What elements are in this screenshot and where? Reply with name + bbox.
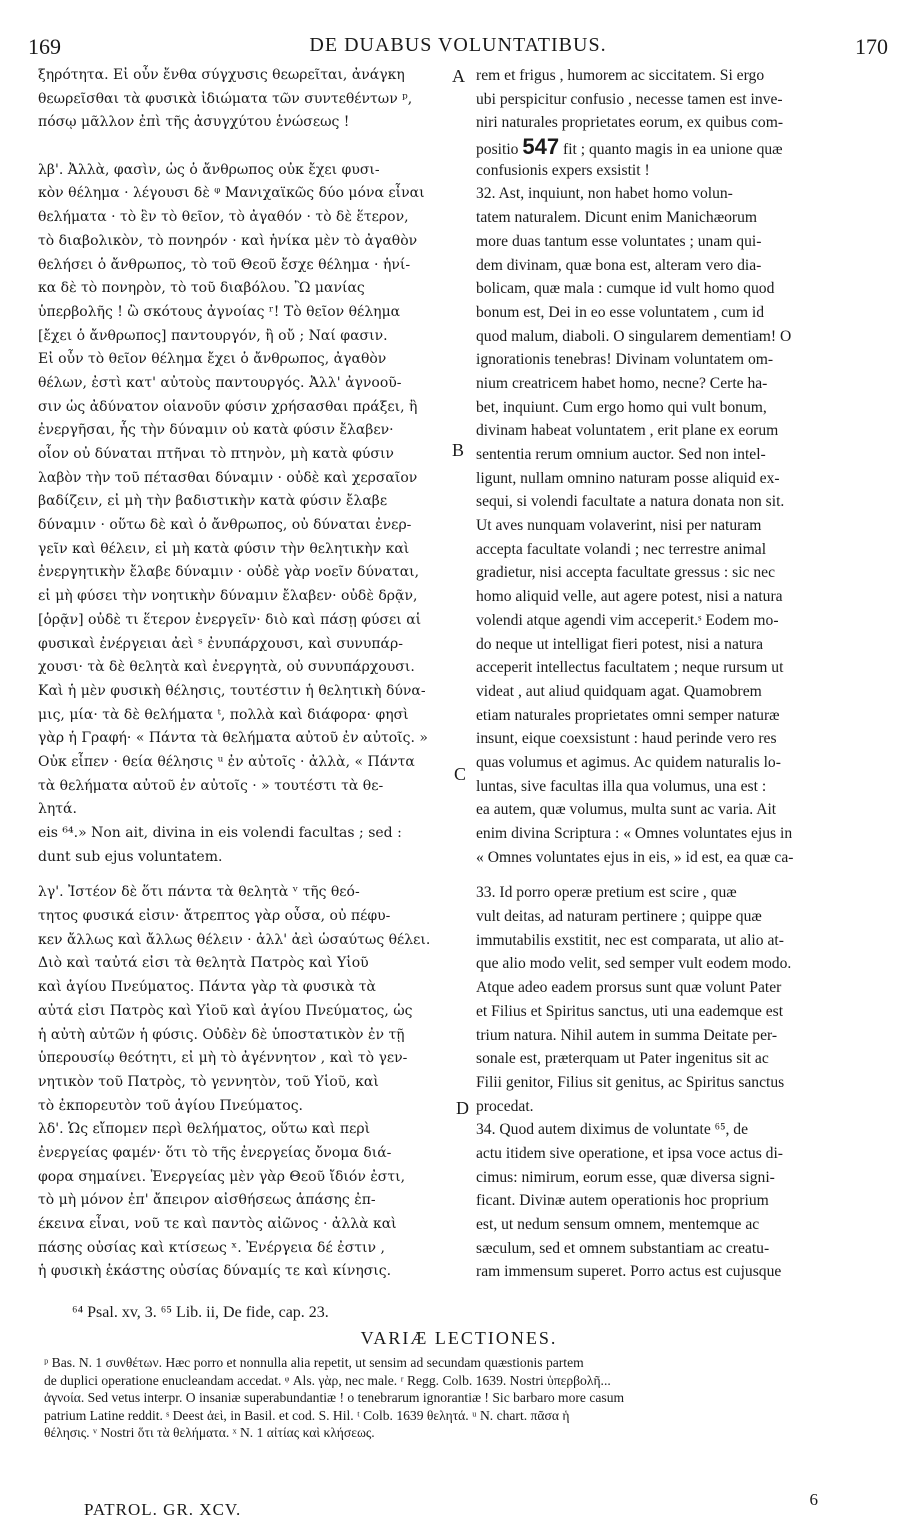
latin-text: positio xyxy=(476,141,519,159)
greek-line: θελήσει ὁ ἄνθρωπος, τὸ τοῦ Θεοῦ ἔσχε θέλημα · ἡνί- xyxy=(38,256,411,273)
greek-line: καὶ ἁγίου Πνεύματος. Πάντα γὰρ τὰ φυσικὰ τὰ xyxy=(38,979,376,996)
latin-line: niri naturales proprietates eorum, ex quibus com- xyxy=(476,114,784,132)
latin-line: acceperit intellectus facultatem ; neque rursum ut xyxy=(476,659,784,677)
latin-line: nium creatricem habet homo, necne? Certe ha- xyxy=(476,374,768,392)
latin-line: ficant. Divinæ autem operationis hoc proprium xyxy=(476,1192,769,1210)
margin-letter-d: D xyxy=(456,1098,469,1118)
latin-line: confusionis expers exsistit ! xyxy=(476,161,650,179)
greek-line: ἐνεργείας φαμέν· ὅτι τὸ τῆς ἐνεργείας ὄνομα διά- xyxy=(38,1144,392,1161)
latin-line: ubi perspicitur confusio , necesse tamen est inve- xyxy=(476,90,783,108)
section-gap xyxy=(38,869,458,881)
latin-line: et Filius et Spiritus sanctus, uti una eademque est xyxy=(476,1002,784,1020)
greek-line: βαδίζειν, εἰ μὴ τὴν βαδιστικὴν κατὰ φύσιν ἔλαβε xyxy=(38,493,388,510)
latin-line: do neque ut intelligat fieri potest, nisi a natura xyxy=(476,635,764,653)
greek-line: τὰ θελήματα αὐτοῦ ἐν αὐτοῖς · » τουτέστι τὰ θε- xyxy=(38,777,384,794)
latin-line: cimus: nimirum, eorum esse, quæ diversa signi- xyxy=(476,1168,775,1186)
variant-line: ᵖ Bas. N. 1 συνθέτων. Hæc porro et nonnulla alia repetit, ut sensim ad secundam quæstionis partem xyxy=(44,1355,584,1370)
greek-line: οἷον οὐ δύναται πτῆναι τὸ πτηνὸν, μὴ κατὰ φύσιν xyxy=(38,446,394,462)
greek-line: γὰρ ἡ Γραφή· « Πάντα τὰ θελήματα αὐτοῦ ἐν αὐτοῖς. » xyxy=(38,730,428,747)
latin-line: tatem naturalem. Dicunt enim Manichæorum xyxy=(476,209,758,227)
variant-line: ἀγνοία. Sed vetus interpr. O insaniæ superabundantiæ ! o tenebrarum ignorantiæ ! Sic barbaro more casum xyxy=(44,1390,625,1405)
greek-line: λγ'. Ἰστέον δὲ ὅτι πάντα τὰ θελητὰ ᵛ τῆς θεό- xyxy=(38,884,360,901)
latin-line: 32. Ast, inquiunt, non habet homo volun- xyxy=(476,185,733,203)
greek-line: μις, μία· τὰ δὲ θελήματα ᵗ, πολλὰ καὶ διάφορα· φησὶ xyxy=(38,706,409,723)
latin-line: sonale est, præterquam ut Pater ingenitus sit ac xyxy=(476,1050,769,1068)
latin-line: bonum est, Dei in eo esse voluntatem , cum id xyxy=(476,303,764,321)
latin-line: Ut aves nunquam volaverint, nisi per naturam xyxy=(476,517,762,535)
greek-line: dunt sub ejus voluntatem. xyxy=(38,848,223,865)
greek-line: τὸ μὴ μόνον ἐπ' ἄπειρον αἰσθήσεως ἁπάσης ἐπ- xyxy=(38,1192,376,1209)
latin-line: sequi, si volendi facultate a natura donata non sit. xyxy=(476,493,785,511)
latin-line: bet, inquiunt. Cum ergo homo qui vult bonum, xyxy=(476,398,767,416)
latin-line: trium natura. Nihil autem in summa Deitate per- xyxy=(476,1026,778,1044)
latin-line: 33. Id porro operæ pretium est scire , quæ xyxy=(476,884,737,902)
greek-line: κὸν θέλημα · λέγουσι δὲ ᵠ Μανιχαϊκῶς δύο μόνα εἶναι xyxy=(38,185,425,202)
greek-line: ξηρότητα. Εἰ οὖν ἔνθα σύγχυσις θεωρεῖται, ἀνάγκη xyxy=(38,67,405,83)
greek-line: κεν ἄλλως καὶ ἄλλως θέλειν · ἀλλ' ἀεὶ ὡσαύτως θέλει. xyxy=(38,931,431,948)
greek-line: τὸ διαβολικὸν, τὸ πονηρόν · καὶ ἡνίκα μὲν τὸ ἀγαθὸν xyxy=(38,232,418,249)
greek-line xyxy=(38,135,458,159)
variant-line: θέλησις. ᵛ Nostri ὅτι τὰ θελήματα. ˣ N. 1 αἰτίας καὶ κλήσεως. xyxy=(44,1425,375,1440)
variae-lectiones-title: VARIÆ LECTIONES. xyxy=(360,1328,558,1348)
greek-column xyxy=(38,64,458,1284)
margin-letter-b: B xyxy=(452,440,465,460)
latin-line: immutabilis exstitit, nec est comparata, ut alio at- xyxy=(476,931,784,949)
margin-letter-a: A xyxy=(452,66,465,86)
greek-line: πάσης οὐσίας καὶ κτίσεως ˣ. Ἐνέργεια δέ ἐστιν , xyxy=(38,1239,385,1256)
variae-lectiones xyxy=(44,1354,884,1442)
greek-line: ἐνεργητικὴν ἔλαβε δύναμιν · οὐδὲ γὰρ νοεῖν δύναται, xyxy=(38,564,420,581)
latin-line: ignorationis tenebras! Divinam voluntatem om- xyxy=(476,351,774,369)
footnotes: ⁶⁴ Psal. xv, 3. ⁶⁵ Lib. ii, De fide, cap. 23. xyxy=(72,1304,329,1321)
latin-line: Atque adeo eadem prorsus sunt quæ volunt Pater xyxy=(476,979,782,997)
latin-line: gradietur, nisi accepta facultate gressus : sic nec xyxy=(476,564,775,582)
latin-line: que alio modo velit, sed semper vult eodem modo. xyxy=(476,955,792,973)
greek-line: λβ'. Ἀλλὰ, φασὶν, ὡς ὁ ἄνθρωπος οὐκ ἔχει φυσι- xyxy=(38,161,380,178)
column-number-547: 547 xyxy=(522,135,560,159)
greek-line: Οὐκ εἶπεν · θεία θέλησις ᵘ ἐν αὐτοῖς · ἀλλὰ, « Πάντα xyxy=(38,753,415,770)
page-header xyxy=(28,34,888,62)
greek-line: χουσι· τὰ δὲ θελητὰ καὶ ἐνεργητὰ, οὐ συνυπάρχουσι. xyxy=(38,659,415,676)
signature-mark: 6 xyxy=(809,1490,818,1509)
latin-line: volendi atque agendi vim acceperit.ˢ Eodem mo- xyxy=(476,611,779,629)
latin-line: « Omnes voluntates ejus in eis, » id est, ea quæ ca- xyxy=(476,848,794,866)
page-footer xyxy=(84,1490,818,1524)
greek-line: νητικὸν τοῦ Πατρὸς, τὸ γεννητὸν, τοῦ Υἱοῦ, καὶ xyxy=(38,1073,379,1090)
patrologia-label: PATROL. GR. XCV. xyxy=(84,1500,242,1519)
greek-line: [ἔχει ὁ ἄνθρωπος] παντουργόν, ἢ οὔ ; Ναί φασιν. xyxy=(38,327,388,344)
greek-line: τητος φυσικά εἰσιν· ἄτρεπτος γὰρ οὖσα, οὐ πέφυ- xyxy=(38,908,391,925)
variant-line: de duplici operatione enucleandam accedat. ᵠ Als. γὰρ, nec male. ʳ Regg. Colb. 1639. Nostri ὑπερβολῆ... xyxy=(44,1372,611,1388)
variant-line: patrium Latine reddit. ˢ Deest ἀεὶ, in Basil. et cod. S. Hil. ᵗ Colb. 1639 θελητά. ᵘ N. chart. πᾶσα ἡ xyxy=(44,1407,570,1423)
greek-line: αὐτά εἰσι Πατρὸς καὶ Υἱοῦ καὶ ἁγίου Πνεύματος, ὡς xyxy=(38,1002,413,1019)
greek-line: τὸ ἐκπορευτὸν τοῦ ἁγίου Πνεύματος. xyxy=(38,1097,303,1114)
margin-letter-c: C xyxy=(454,764,467,784)
latin-line: actu itidem sive operatione, et ipsa voce actus di- xyxy=(476,1144,784,1162)
greek-line: θελήματα · τὸ ἓν τὸ θεῖον, τὸ ἀγαθόν · τὸ δὲ ἕτερον, xyxy=(38,209,409,226)
latin-line: quas volumus et agimus. Ac quidem naturalis lo- xyxy=(476,753,781,771)
latin-line: bolicam, quæ mala : cumque id vult homo quod xyxy=(476,280,775,298)
running-title: DE DUABUS VOLUNTATIBUS. xyxy=(309,34,607,56)
greek-line: Διὸ καὶ ταὐτά εἰσι τὰ θελητὰ Πατρὸς καὶ Υἱοῦ xyxy=(38,955,369,972)
latin-line: 34. Quod autem diximus de voluntate ⁶⁵, de xyxy=(476,1121,749,1139)
greek-line: ὑπερουσίῳ θεότητι, εἰ μὴ τὸ ἀγέννητον , καὶ τὸ γεν- xyxy=(38,1050,408,1067)
greek-line: γεῖν καὶ θέλειν, εἰ μὴ κατὰ φύσιν τὴν θελητικὴν καὶ xyxy=(38,540,410,557)
greek-line: έκεινα εἶναι, νοῦ τε καὶ παντὸς αἰῶνος · ἀλλὰ καὶ xyxy=(38,1216,397,1232)
latin-line: more duas tantum esse voluntates ; unam qui- xyxy=(476,232,762,250)
greek-line: σιν ὡς ἀδύνατον οἱανοῦν φύσιν χρήσασθαι πράξει, ἢ xyxy=(38,398,418,415)
greek-line: λδ'. Ὡς εἴπομεν περὶ θελήματος, οὕτω καὶ περὶ xyxy=(38,1121,371,1138)
greek-line: Εἰ οὖν τὸ θεῖον θέλημα ἔχει ὁ ἄνθρωπος, ἀγαθὸν xyxy=(38,351,387,368)
latin-column xyxy=(476,64,884,1284)
greek-line: θέλων, ἐστὶ κατ' αὐτοὺς παντουργός. Ἀλλ' ἀγνοοῦ- xyxy=(38,374,402,391)
greek-line: [ὁρᾷν] οὐδὲ τι ἕτερον ἐνεργεῖν· διὸ καὶ πάσῃ φύσει αἱ xyxy=(38,611,422,628)
latin-line-with-column-number xyxy=(476,135,884,159)
greek-line: ἐνεργῆσαι, ἧς τὴν δύναμιν οὐ κατὰ φύσιν ἔλαβεν· xyxy=(38,422,394,439)
greek-line: Καὶ ἡ μὲν φυσικὴ θέλησις, τουτέστιν ἡ θελητικὴ δύνα- xyxy=(38,682,426,699)
latin-line: vult deitas, ad naturam pertinere ; quippe quæ xyxy=(476,908,762,926)
latin-line: enim divina Scriptura : « Omnes voluntates ejus in xyxy=(476,825,793,842)
greek-line: eis ⁶⁴.» Non ait, divina in eis volendi facultas ; sed : xyxy=(38,825,402,841)
latin-line: luntas, sive facultas illa qua volumus, una est : xyxy=(476,777,767,795)
latin-line: videat , aut aliud quidquam agat. Quamobrem xyxy=(476,682,762,700)
greek-line: λητά. xyxy=(38,801,77,818)
greek-line: ἡ αὐτὴ αὐτῶν ἡ φύσις. Οὐδὲν δὲ ὑποστατικὸν ἐν τῇ xyxy=(38,1026,405,1043)
latin-line: quod malum, diaboli. O singularem dementiam! O xyxy=(476,327,792,345)
latin-line: ram immensum superet. Porro actus est cujusque xyxy=(476,1263,782,1281)
greek-line: εἰ μὴ φύσει τὴν νοητικὴν δύναμιν ἔλαβεν· οὐδὲ δρᾷν, xyxy=(38,588,418,605)
latin-line: accepta facultate volandi ; nec terrestre animal xyxy=(476,540,767,558)
greek-line: φυσικαὶ ἐνέργειαι ἀεὶ ˢ ἐνυπάρχουσι, καὶ συνυπάρ- xyxy=(38,635,403,652)
latin-line: etiam naturales proprietates omni semper naturæ xyxy=(476,706,780,724)
latin-line: sententia rerum omnium auctor. Sed non intel- xyxy=(476,446,766,463)
latin-line: sæculum, sed et omnem substantiam ac creatu- xyxy=(476,1239,770,1257)
latin-line: insunt, eique coexsistunt : haud perinde vero res xyxy=(476,730,777,748)
latin-line: divinam habeat voluntatem , erit plane ex eorum xyxy=(476,422,779,440)
greek-line: θεωρεῖσθαι τὰ φυσικὰ ἰδιώματα τῶν συντεθέντων ᵖ, xyxy=(38,90,413,107)
page-number-right: 170 xyxy=(855,34,888,59)
greek-line: δύναμιν · οὕτω δὲ καὶ ὁ ἄνθρωπος, οὐ δύναται ἐνερ- xyxy=(38,517,412,534)
greek-line: φορα σημαίνει. Ἐνεργείας μὲν γὰρ Θεοῦ ἴδιόν ἐστι, xyxy=(38,1168,406,1185)
greek-line: κα δὲ τὸ πονηρὸν, τὸ τοῦ διαβόλου. Ὢ μανίας xyxy=(38,280,365,297)
latin-line: dem divinam, quæ bona est, alteram vero dia- xyxy=(476,256,762,274)
greek-line: ὑπερβολῆς ! ὢ σκότους ἀγνοίας ʳ! Τὸ θεῖον θέλημα xyxy=(38,303,401,320)
latin-line: ea autem, quæ volumus, multa sunt ac varia. Ait xyxy=(476,801,777,819)
greek-line: λαβὸν τὴν τοῦ πέτασθαι δύναμιν · οὐδὲ καὶ χερσαῖον xyxy=(38,469,418,486)
page-number-left: 169 xyxy=(28,34,61,59)
latin-line: homo aliquid velle, aut agere potest, nisi a natura xyxy=(476,588,783,606)
latin-text: fit ; quanto magis in ea unione quæ xyxy=(563,141,783,159)
latin-line: rem et frigus , humorem ac siccitatem. Si ergo xyxy=(476,67,765,84)
latin-line: est, ut nedum sensum omnem, mentemque ac xyxy=(476,1216,760,1233)
greek-line: πόσῳ μᾶλλον ἐπὶ τῆς ἀσυγχύτου ἑνώσεως ! xyxy=(38,114,350,131)
latin-line: Filii genitor, Filius sit genitus, ac Spiritus sanctus xyxy=(476,1073,785,1091)
latin-line: ligunt, nullam omnino naturam posse aliquid ex- xyxy=(476,469,780,487)
greek-line: ἡ φυσικὴ ἑκάστης οὐσίας δύναμίς τε καὶ κίνησις. xyxy=(38,1263,392,1280)
section-gap xyxy=(476,869,884,881)
latin-line: procedat. xyxy=(476,1097,534,1115)
